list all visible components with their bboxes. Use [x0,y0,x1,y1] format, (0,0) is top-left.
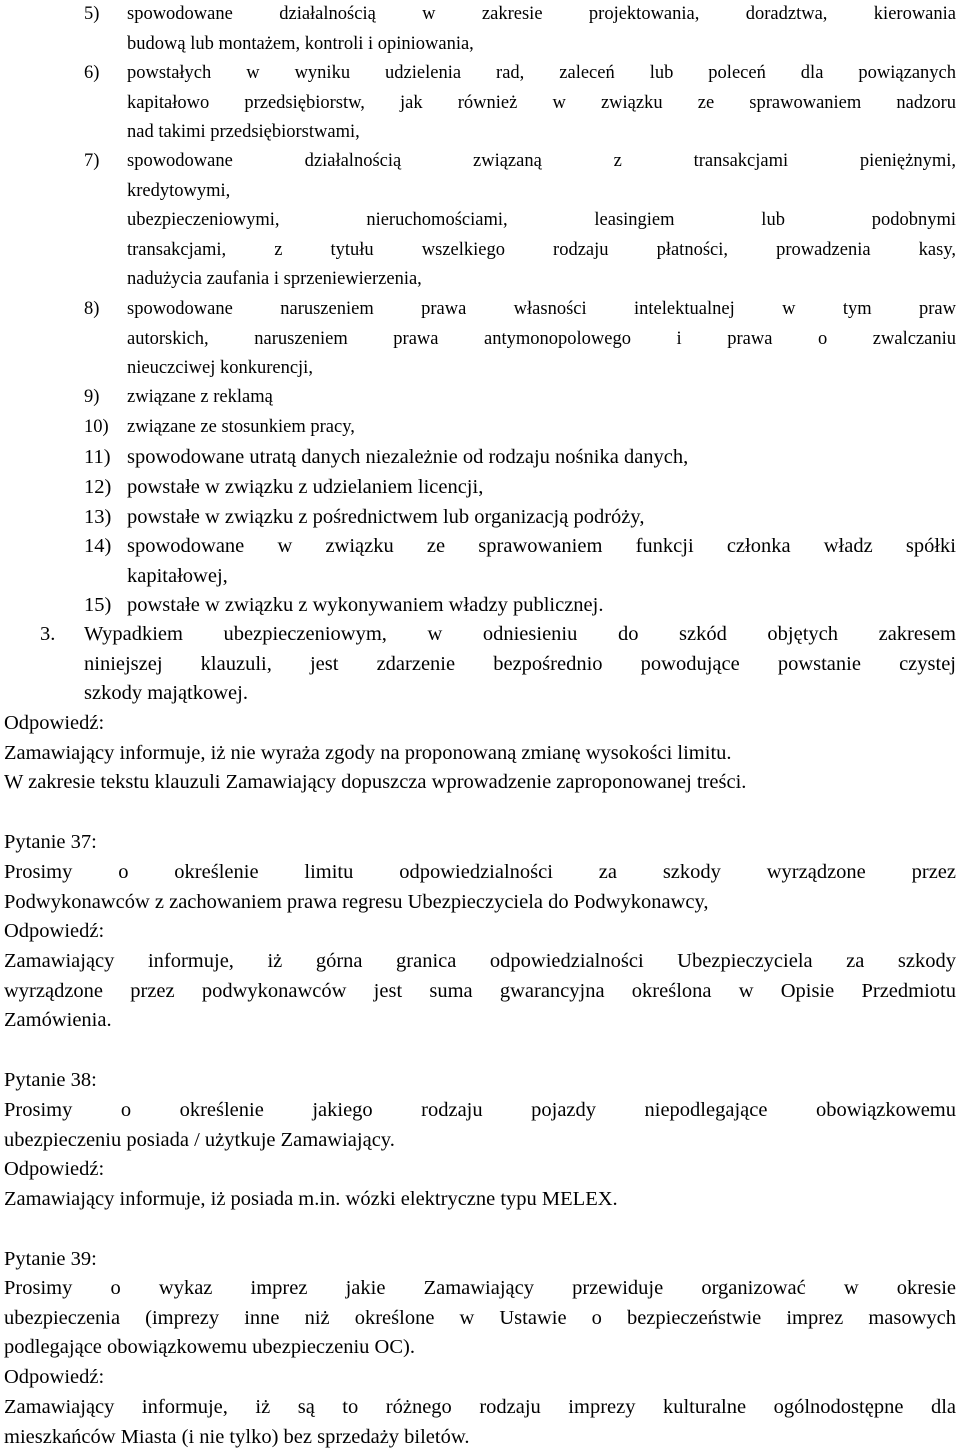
question-title: Pytanie 39: [4,1248,97,1270]
list-number: 8) [84,299,100,319]
paragraph-line: niniejszej klauzuli, jest zdarzenie bezpośrednio powodujące powstanie czystej [84,652,956,675]
list-item-line: budową lub montażem, kontroli i opiniowania, [127,33,474,54]
answer-text [4,947,956,1036]
list-item-line: nad takimi przedsiębiorstwami, [127,122,360,142]
paragraph-line: Prosimy o określenie jakiego rodzaju pojazdy niepodlegające obowiązkowemu [4,1099,956,1121]
list-item-line: autorskich, naruszeniem prawa antymonopolowego i prawa o zwalczaniu [127,328,956,349]
list-item-9 [84,383,956,413]
paragraph-line: Prosimy o określenie limitu odpowiedzialności za szkody wyrządzone przez [4,861,956,883]
list-number: 9) [84,387,100,407]
list-item-line: transakcjami, z tytułu wszelkiego rodzaju płatności, prowadzenia kasy, [127,239,956,260]
list-item-7 [84,147,956,295]
list-item-line: spowodowane naruszeniem prawa własności intelektualnej w tym praw [127,299,956,319]
list-item-15 [84,591,956,621]
list-number: 14) [84,535,112,557]
list-number: 11) [84,446,111,468]
paragraph-line: Zamawiający informuje, iż są to różnego rodzaju imprezy kulturalne ogólnodostępne dla [4,1396,956,1418]
paragraph-line: Podwykonawców z zachowaniem prawa regresu Ubezpieczyciela do Podwykonawcy, [4,890,709,913]
list-item-11 [84,443,956,473]
list-item-line: nieuczciwej konkurencji, [127,358,313,378]
paragraph-line: ubezpieczeniu posiada / użytkuje Zamawiający. [4,1128,395,1151]
paragraph-line: wyrządzone przez podwykonawców jest suma gwarancyjna określona w Opisie Przedmiotu [4,979,956,1002]
list-item-line: spowodowane utratą danych niezależnie od rodzaju nośnika danych, [127,446,689,468]
list-item-5 [84,0,956,59]
question-text [4,1274,956,1363]
list-item-13 [84,503,956,533]
list-item-10 [84,413,956,443]
list-item-line: nadużycia zaufania i sprzeniewierzenia, [127,269,422,289]
question-title: Pytanie 37: [4,831,97,853]
list-item-line: związane ze stosunkiem pracy, [127,417,355,437]
answer-label: Odpowiedź: [4,712,105,734]
answer-label: Odpowiedź: [4,1366,105,1388]
list-item-line: spowodowane w związku ze sprawowaniem funkcji członka władz spółki [127,535,956,557]
list-item-line: spowodowane działalnością związaną z transakcjami pieniężnymi, [127,151,956,171]
list-item-6 [84,59,956,148]
paragraph-line: mieszkańców Miasta (i nie tylko) bez sprzedaży biletów. [4,1425,470,1448]
list-item-line: spowodowane działalnością w zakresie projektowania, doradztwa, kierowania [127,4,956,24]
paragraph-line: Wypadkiem ubezpieczeniowym, w odniesieniu do szkód objętych zakresem [84,623,956,645]
list-item-line: kapitałowej, [127,564,228,587]
answer-line: Zamawiający informuje, iż posiada m.in. wózki elektryczne typu MELEX. [4,1188,618,1210]
list-item-8 [84,295,956,384]
list-item-line: związane z reklamą [127,387,273,407]
list-number: 13) [84,506,112,528]
list-number: 6) [84,63,100,83]
answer-line: W zakresie tekstu klauzuli Zamawiający dopuszcza wprowadzenie zaproponowanej treści. [4,771,747,793]
question-text [4,1096,956,1155]
paragraph-line: Prosimy o wykaz imprez jakie Zamawiający przewiduje organizować w okresie [4,1277,956,1299]
list-number: 12) [84,476,112,498]
paragraph-line: Zamówienia. [4,1009,112,1031]
list-item-line: powstałe w związku z wykonywaniem władzy publicznej. [127,594,604,616]
list-item-line: powstałe w związku z pośrednictwem lub organizacją podróży, [127,506,645,528]
paragraph-line: Zamawiający informuje, iż górna granica odpowiedzialności Ubezpieczyciela za szkody [4,950,956,972]
list-item-line: kredytowymi, [127,180,231,201]
list-item-line: powstałych w wyniku udzielenia rad, zaleceń lub poleceń dla powiązanych [127,63,956,83]
paragraph-line: szkody majątkowej. [84,682,248,704]
list-item-12 [84,473,956,503]
point-3-text [84,620,956,709]
paragraph-line: podlegające obowiązkowemu ubezpieczeniu OC). [4,1336,415,1358]
answer-line: Zamawiający informuje, iż nie wyraża zgody na proponowaną zmianę wysokości limitu. [4,742,732,764]
answer-text [4,1393,956,1452]
paragraph-line: ubezpieczenia (imprezy inne niż określone w Ustawie o bezpieczeństwie imprez masowych [4,1306,956,1329]
question-text [4,858,956,917]
answer-label: Odpowiedź: [4,1158,105,1180]
list-item-line: kapitałowo przedsiębiorstw, jak również w związku ze sprawowaniem nadzoru [127,92,956,113]
answer-label: Odpowiedź: [4,920,105,942]
list-item-line: powstałe w związku z udzielaniem licencji, [127,476,484,498]
list-item-line: ubezpieczeniowymi, nieruchomościami, leasingiem lub podobnymi [127,210,956,230]
list-number: 5) [84,4,100,24]
question-title: Pytanie 38: [4,1069,97,1091]
list-number: 7) [84,151,100,171]
list-number: 15) [84,594,112,616]
point-number: 3. [40,623,56,645]
list-item-14 [84,532,956,591]
list-number: 10) [84,417,109,437]
